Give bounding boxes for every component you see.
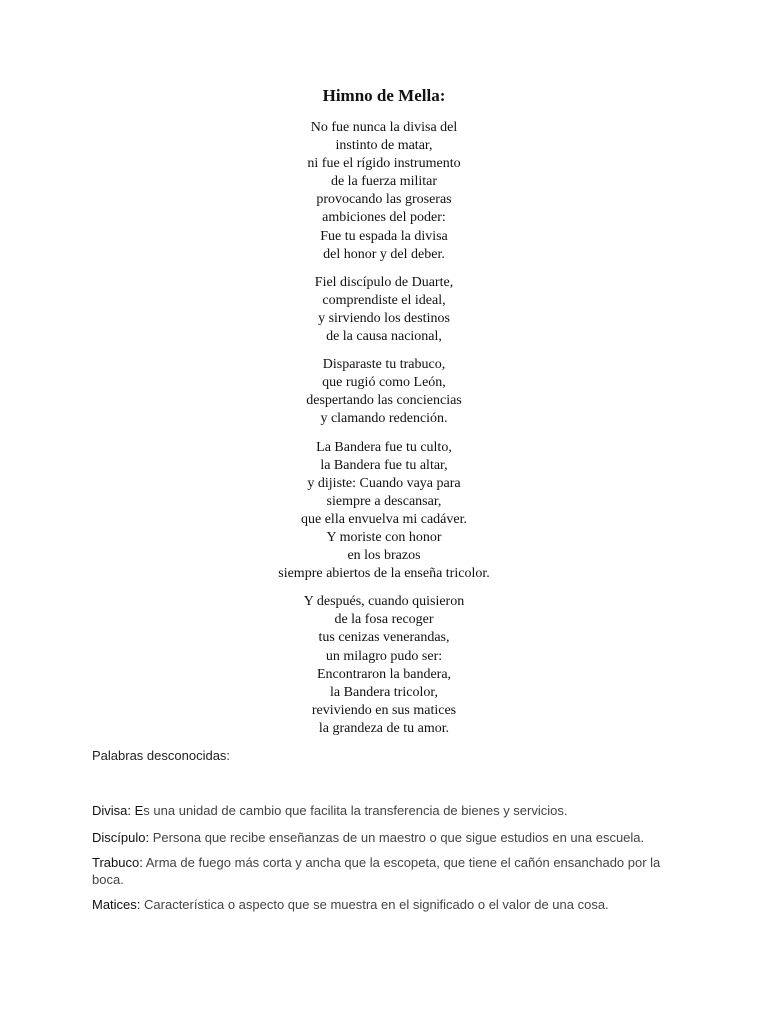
poem-line: Disparaste tu trabuco, xyxy=(322,357,446,373)
vocab-entry-trabuco xyxy=(92,854,692,888)
stanza-5 xyxy=(0,593,768,738)
vocab-definition: Arma de fuego más corta y ancha que la escopeta, que tiene el cañón ensanchado por la boca. xyxy=(92,855,661,887)
poem-line: Fiel discípulo de Duarte, xyxy=(314,274,454,290)
vocab-entry-discipulo xyxy=(92,829,692,846)
poem-line: la grandeza de tu amor. xyxy=(318,720,450,736)
poem-line: de la fuerza militar xyxy=(330,174,438,190)
poem-line: que rugió como León, xyxy=(322,375,446,391)
poem-line: Y después, cuando quisieron xyxy=(303,594,465,610)
poem-line: y dijiste: Cuando vaya para xyxy=(307,475,461,491)
poem-line: un milagro pudo ser: xyxy=(325,648,443,664)
vocab-definition: Característica o aspecto que se muestra en el significado o el valor de una cosa. xyxy=(140,897,609,912)
poem-line: del honor y del deber. xyxy=(323,246,445,262)
poem-line: en los brazos xyxy=(347,548,421,564)
poem-line: La Bandera fue tu culto, xyxy=(316,439,452,455)
poem-line: ambiciones del poder: xyxy=(322,210,446,226)
stanza-4 xyxy=(0,439,768,584)
vocab-term: Trabuco: xyxy=(92,855,143,870)
poem-line: No fue nunca la divisa del xyxy=(310,120,458,135)
poem-line: instinto de matar, xyxy=(335,138,433,154)
vocab-definition: Persona que recibe enseñanzas de un maestro o que sigue estudios en una escuela. xyxy=(149,830,645,845)
stanza-3 xyxy=(0,356,768,428)
poem-line: Encontraron la bandera, xyxy=(316,666,452,682)
poem-line: que ella envuelva mi cadáver. xyxy=(301,511,467,527)
vocab-term: Matices: xyxy=(92,897,141,912)
poem-title: Himno de Mella: xyxy=(322,86,446,105)
poem-line: la Bandera fue tu altar, xyxy=(320,457,448,473)
poem-line: de la causa nacional, xyxy=(326,329,442,345)
poem-line: siempre a descansar, xyxy=(326,493,442,509)
poem-line: ni fue el rígido instrumento xyxy=(307,156,461,172)
poem-line: reviviendo en sus matices xyxy=(311,702,457,718)
poem-line: y sirviendo los destinos xyxy=(318,310,450,326)
stanza-2 xyxy=(0,274,768,346)
poem-line: la Bandera tricolor, xyxy=(330,684,438,700)
vocab-term: Divisa: E xyxy=(92,803,144,818)
vocab-term: Discípulo: xyxy=(92,830,150,845)
poem-line: despertando las conciencias xyxy=(306,393,462,409)
stanza-1 xyxy=(0,119,768,264)
poem-line: tus cenizas venerandas, xyxy=(318,630,450,646)
poem-line: comprendiste el ideal, xyxy=(322,292,446,308)
poem-line: Y moriste con honor xyxy=(326,529,442,545)
poem-line: siempre abiertos de la enseña tricolor. xyxy=(278,566,490,582)
vocab-entry-divisa xyxy=(92,802,692,819)
poem-body xyxy=(0,119,768,748)
vocab-entry-matices xyxy=(92,896,692,913)
vocab-heading: Palabras desconocidas: xyxy=(92,748,231,763)
poem-line: de la fosa recoger xyxy=(334,612,434,628)
poem-line: Fue tu espada la divisa xyxy=(320,228,448,244)
poem-line: y clamando redención. xyxy=(320,411,448,427)
vocab-definition: s una unidad de cambio que facilita la transferencia de bienes y servicios. xyxy=(143,803,568,818)
poem-line: provocando las groseras xyxy=(316,192,452,208)
